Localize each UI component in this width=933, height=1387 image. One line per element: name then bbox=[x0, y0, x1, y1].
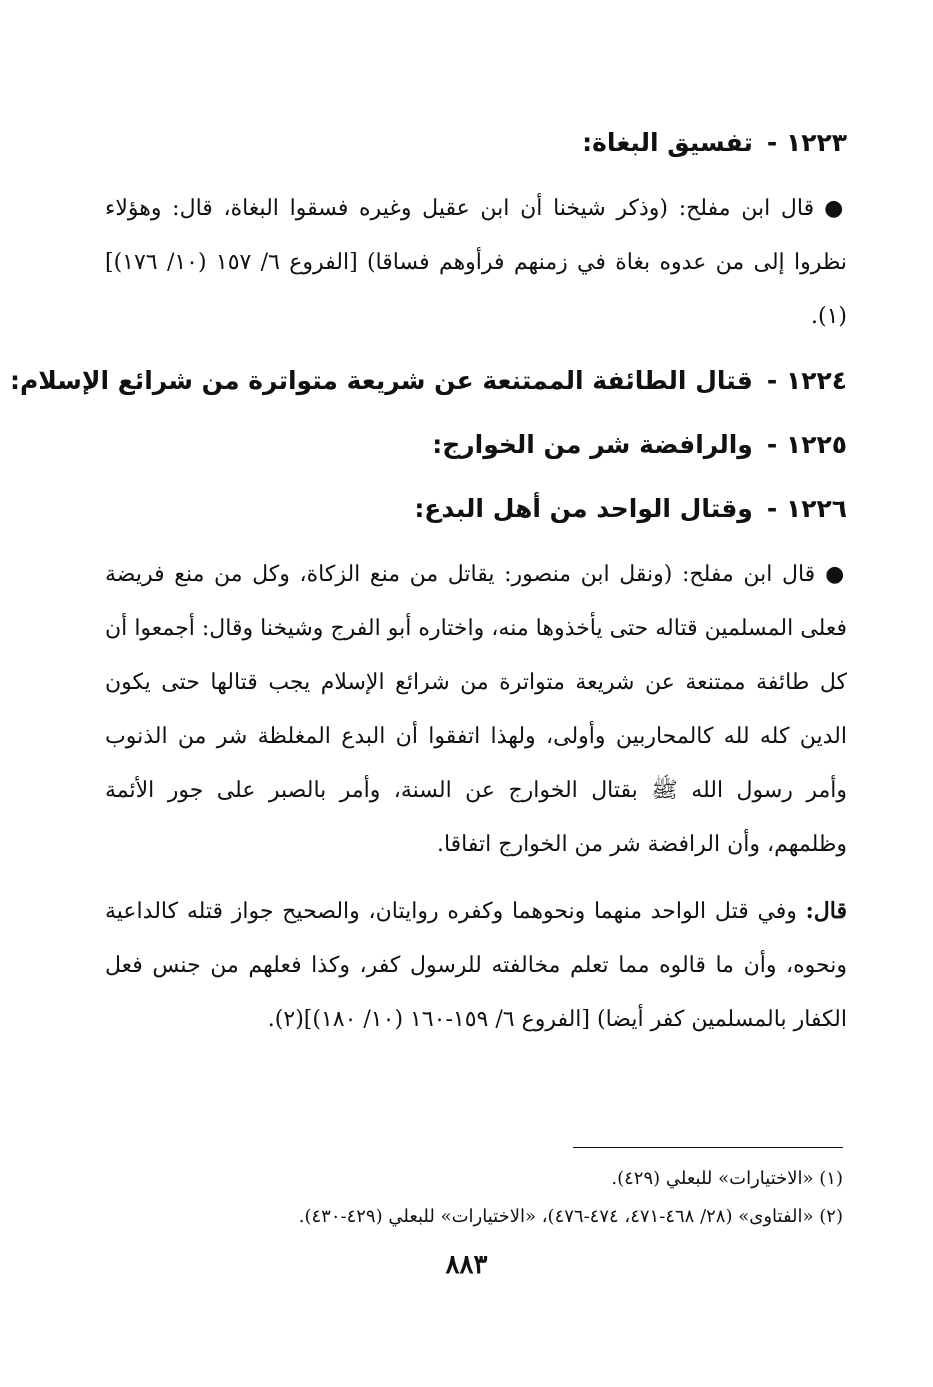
paragraph-lead: قال: bbox=[805, 898, 847, 924]
paragraph-ibn-muflih-1 bbox=[105, 182, 847, 344]
paragraph-text: قال ابن مفلح: (ونقل ابن منصور: يقاتل من منع الزكاة، وكل من منع فريضة فعلى المسلمين قتاله حتى يأخذوها منه، واختاره أبو الفرج وشيخنا وقال: أجمعوا أن كل طائفة ممتنعة عن شريعة متواترة من شرائع الإسلام يجب قتالها حتى يكون الدين كله لله كالمحاربين وأولى، ولهذا اتفقوا أن البدع المغلظة شر من الذنوب وأمر رسول الله ﷺ بقتال الخوارج عن السنة، وأمر بالصبر على جور الأئمة وظلمهم، وأن الرافضة شر من الخوارج اتفاقا. bbox=[105, 562, 847, 857]
footnote-divider bbox=[573, 1147, 843, 1148]
footnotes bbox=[101, 1160, 843, 1236]
footnote-1: (١) «الاختيارات» للبعلي (٤٢٩). bbox=[611, 1168, 843, 1189]
entry-title: قتال الطائفة الممتنعة عن شريعة متواترة من شرائع الإسلام: bbox=[9, 366, 753, 395]
entry-number: ١٢٢٦ - bbox=[766, 494, 847, 523]
paragraph-text: وفي قتل الواحد منهما ونحوهما وكفره روايتان، والصحيح جواز قتله كالداعية ونحوه، وأن ما قالوه مما تعلم مخالفته للرسول كفر، وكذا فعلهم من جنس فعل الكفار بالمسلمين كفر أيضا) [الفروع ٦/ ١٥٩-١٦٠ (١٠/ ١٨٠)](٢). bbox=[105, 899, 847, 1032]
entry-number: ١٢٢٣ - bbox=[766, 128, 847, 157]
entry-heading-1223 bbox=[105, 118, 847, 168]
paragraph-ibn-muflih-2 bbox=[105, 548, 847, 872]
entry-heading-1224 bbox=[9, 356, 847, 406]
entry-title: تفسيق البغاة: bbox=[582, 128, 753, 157]
entry-title: والرافضة شر من الخوارج: bbox=[432, 430, 753, 459]
entry-number: ١٢٢٥ - bbox=[766, 430, 847, 459]
entry-heading-1225 bbox=[105, 420, 847, 470]
entry-heading-1226 bbox=[105, 484, 847, 534]
footnote-2: (٢) «الفتاوى» (٢٨/ ٤٦٨-٤٧١، ٤٧٤-٤٧٦)، «الاختيارات» للبعلي (٤٢٩-٤٣٠). bbox=[298, 1206, 843, 1227]
page-number: ٨٨٣ bbox=[445, 1250, 488, 1280]
paragraph-qala bbox=[105, 884, 847, 1047]
bullet-icon: ● bbox=[824, 196, 847, 221]
paragraph-text: قال ابن مفلح: (وذكر شيخنا أن ابن عقيل وغيره فسقوا البغاة، قال: وهؤلاء نظروا إلى من عدوه بغاة في زمنهم فرأوهم فساقا) [الفروع ٦/ ١٥٧ (١٠/ ١٧٦)](١). bbox=[105, 196, 848, 329]
bullet-icon: ● bbox=[825, 562, 847, 587]
entry-number: ١٢٢٤ - bbox=[766, 366, 847, 395]
entry-title: وقتال الواحد من أهل البدع: bbox=[414, 494, 753, 523]
page-body bbox=[9, 118, 848, 1059]
